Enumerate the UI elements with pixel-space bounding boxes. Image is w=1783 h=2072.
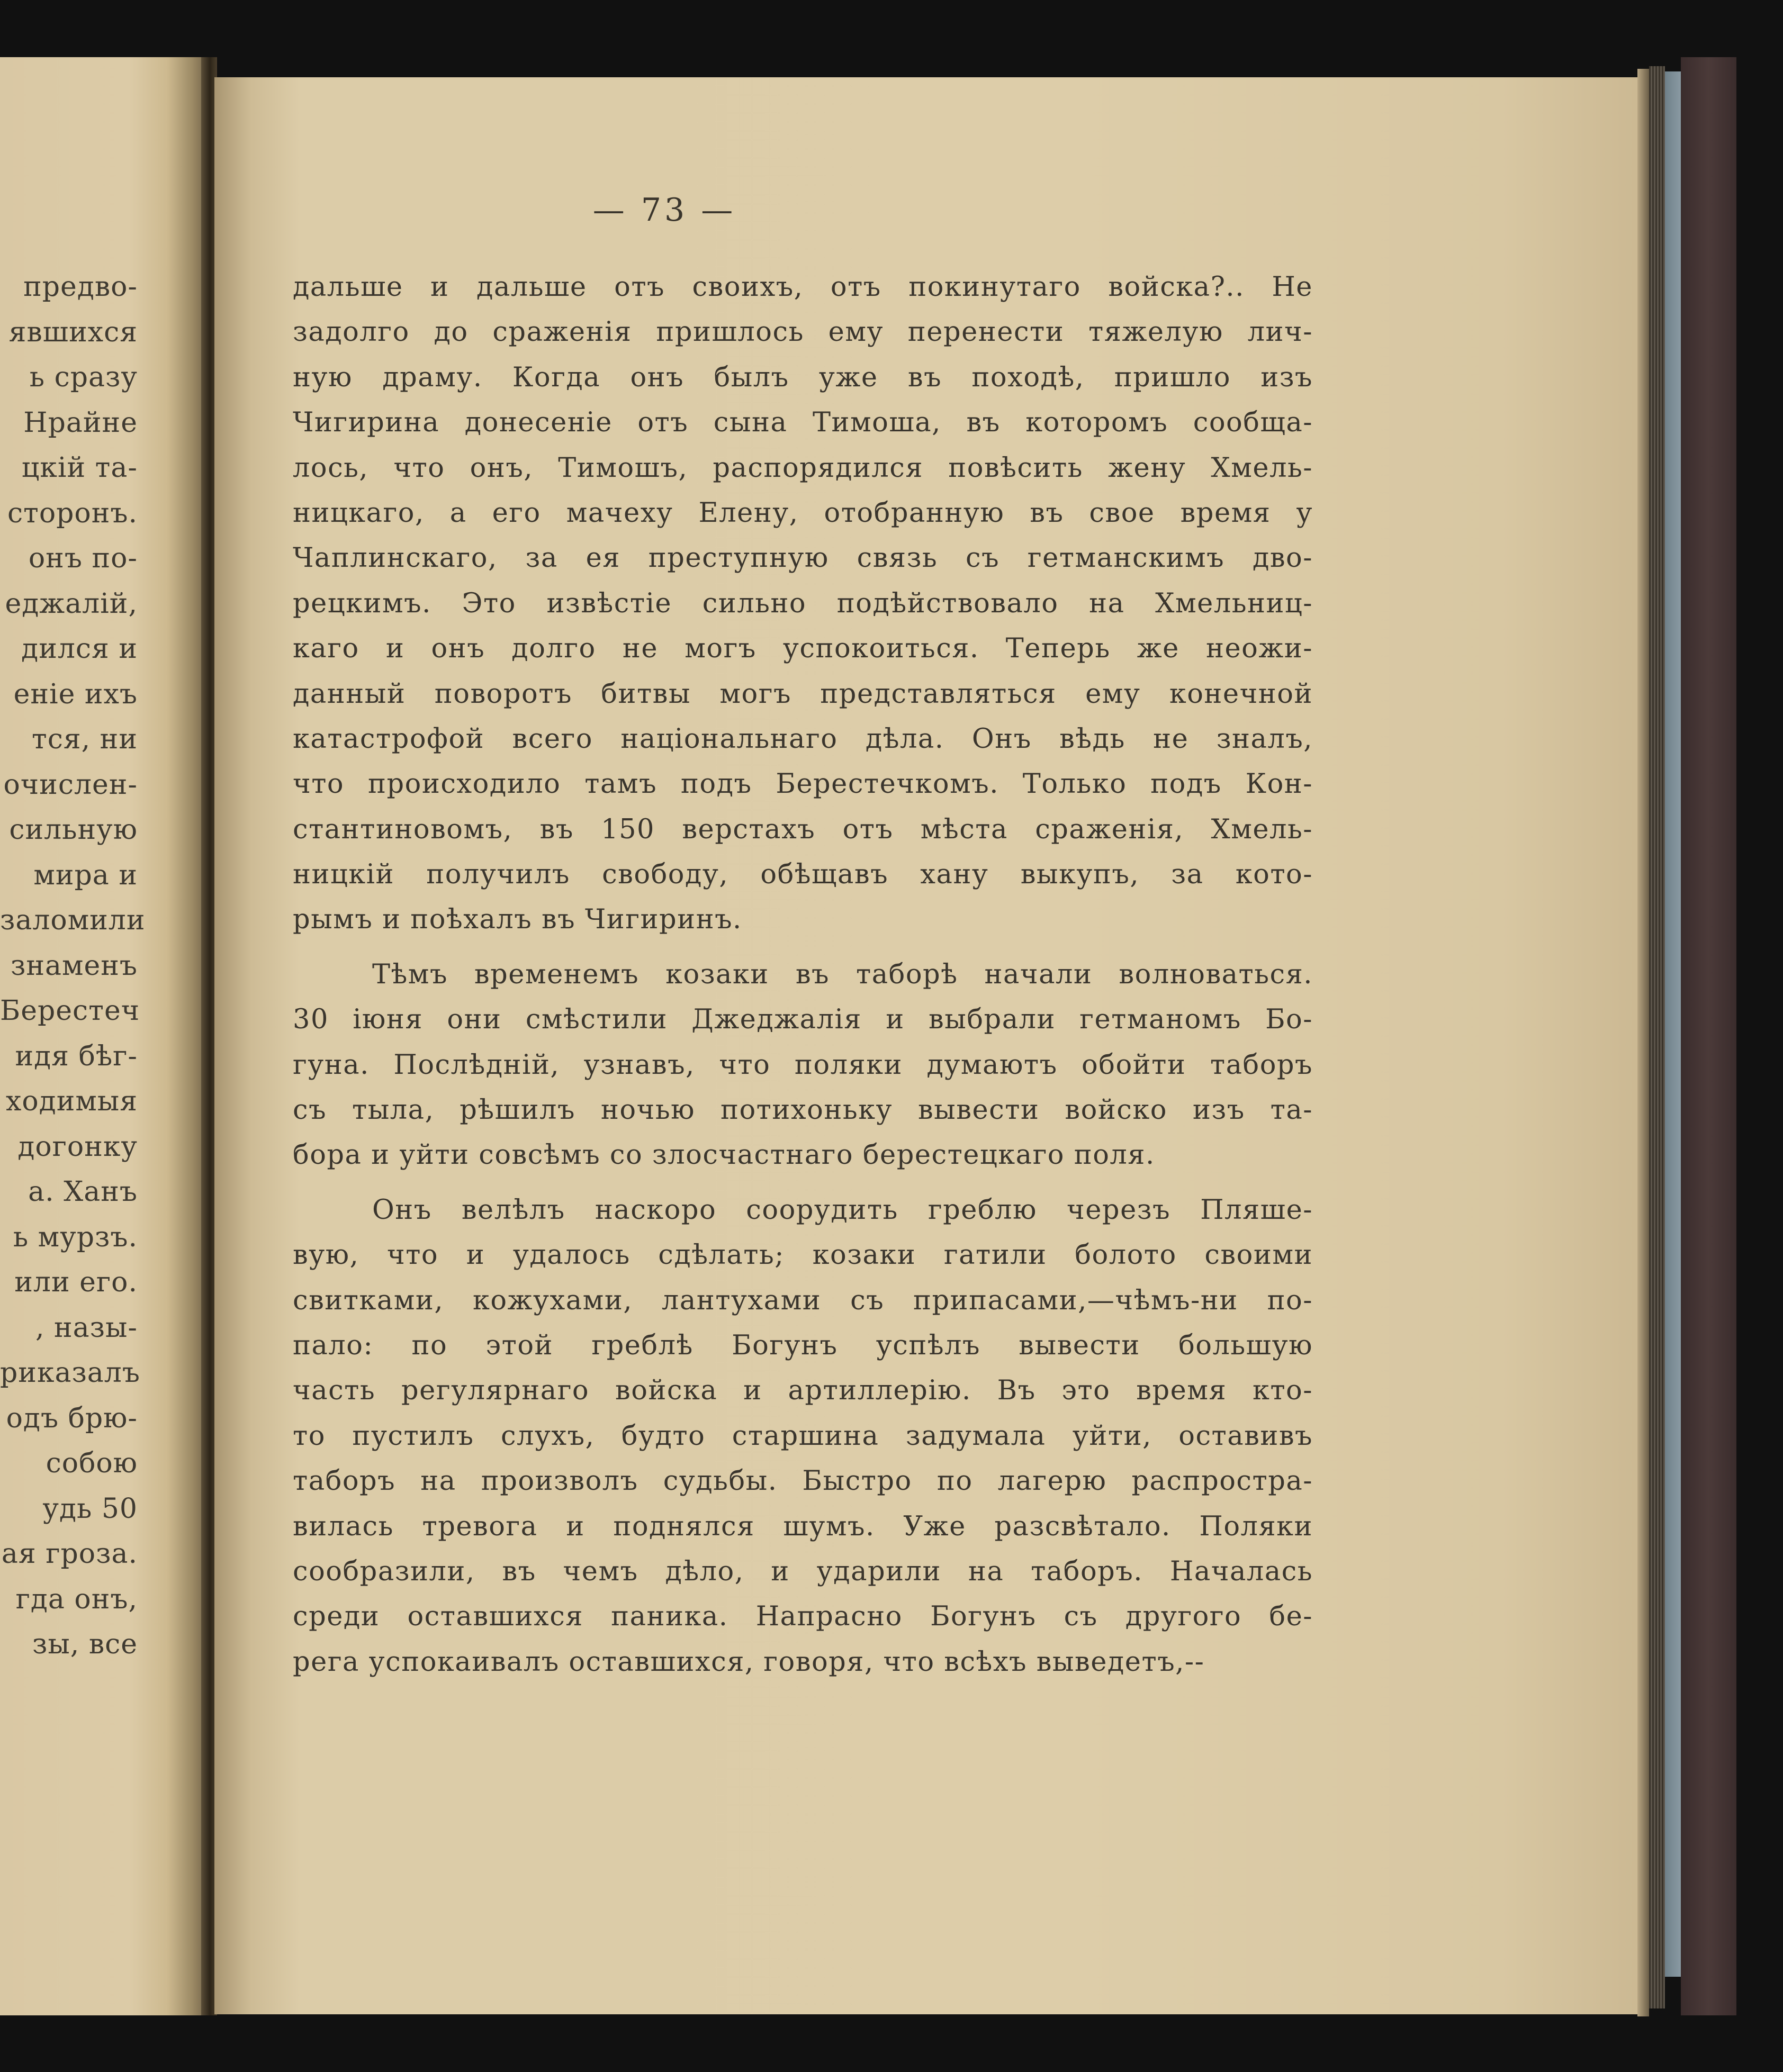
text-line: часть регулярнаго войска и артиллерію. Въ это время кто- (293, 1375, 1313, 1407)
page-number: — 73 — (592, 192, 736, 229)
facing-page-line: или его. (14, 1266, 138, 1298)
text-line: ницкій получилъ свободу, обѣщавъ хану выкупъ, за кото- (293, 859, 1313, 891)
text-line: каго и онъ долго не могъ успокоиться. Теперь же неожи- (293, 633, 1313, 665)
facing-page-text (0, 265, 146, 1668)
text-line: Чигирина донесеніе отъ сына Тимоша, въ которомъ сообща- (293, 407, 1313, 439)
text-line: дальше и дальше отъ своихъ, отъ покинутаго войска?.. Не (293, 272, 1313, 303)
text-line: задолго до сраженія пришлось ему перенести тяжелую лич- (293, 316, 1313, 348)
text-line: вую, что и удалось сдѣлать; козаки гатили болото своими (293, 1239, 1313, 1271)
facing-page-line: еніе ихъ (13, 678, 138, 710)
facing-page-line: мира и (33, 859, 138, 891)
facing-page-left (0, 57, 209, 2015)
facing-page-line: тся, ни (31, 723, 138, 755)
paragraph (293, 952, 1313, 1178)
text-line: ницкаго, а его мачеху Елену, отобранную въ свое время у (293, 497, 1313, 529)
facing-page-line: идя бѣг- (15, 1040, 138, 1072)
text-line: рецкимъ. Это извѣстіе сильно подѣйствовало на Хмельниц- (293, 587, 1313, 619)
facing-page-line: гда онъ, (15, 1583, 138, 1615)
text-line: бора и уйти совсѣмъ со злосчастнаго берестецкаго поля. (293, 1139, 1155, 1171)
text-line: Тѣмъ временемъ козаки въ таборѣ начали волноваться. (372, 958, 1313, 990)
facing-page-line: цкій та- (21, 452, 138, 484)
facing-page-line: , назы- (35, 1311, 138, 1344)
text-line: свитками, кожухами, лантухами съ припасами,—чѣмъ-ни по- (293, 1284, 1313, 1316)
text-line: среди оставшихся паника. Напрасно Богунъ съ другого бе- (293, 1601, 1313, 1633)
text-line: Онъ велѣлъ наскоро соорудить греблю черезъ Пляше- (372, 1194, 1313, 1226)
text-line: пало: по этой греблѣ Богунъ успѣлъ вывести большую (293, 1329, 1313, 1361)
facing-page-line: сильную (9, 814, 138, 846)
text-line: сообразили, въ чемъ дѣло, и ударили на таборъ. Началась (293, 1555, 1313, 1587)
page-stack-edge (1649, 66, 1665, 2008)
text-line: съ тыла, рѣшилъ ночью потихоньку вывести войско изъ та- (293, 1094, 1313, 1126)
facing-page-line: одъ брю- (6, 1402, 138, 1434)
facing-page-line: собою (46, 1447, 138, 1479)
text-line: рега успокаивалъ оставшихся, говоря, что всѣхъ выведетъ,-- (293, 1646, 1205, 1678)
text-line: 30 іюня они смѣстили Джеджалія и выбрали гетманомъ Бо- (293, 1004, 1313, 1036)
text-line: лось, что онъ, Тимошъ, распорядился повѣсить жену Хмель- (293, 452, 1313, 484)
text-line: ную драму. Когда онъ былъ уже въ походѣ, пришло изъ (293, 361, 1313, 393)
facing-page-line: а. Ханъ (28, 1176, 138, 1208)
text-line: катастрофой всего національнаго дѣла. Онъ вѣдь не зналъ, (293, 723, 1313, 755)
facing-page-line: очислен- (3, 768, 138, 801)
facing-page-line: ь мурзъ. (13, 1221, 138, 1253)
text-line: вилась тревога и поднялся шумъ. Уже разсвѣтало. Поляки (293, 1510, 1313, 1542)
page-stack-edge-blue (1665, 71, 1681, 1977)
page-body-text (293, 265, 1313, 1685)
facing-page-line: ая гроза. (1, 1538, 138, 1570)
facing-page-line: еджалій, (5, 587, 138, 620)
facing-page-line: предво- (23, 271, 138, 303)
text-line: то пустилъ слухъ, будто старшина задумала уйти, оставивъ (293, 1420, 1313, 1452)
facing-page-line: знаменъ (11, 949, 138, 982)
facing-page-line: догонку (17, 1130, 138, 1163)
facing-page-line: онъ по- (28, 542, 138, 574)
text-line: рымъ и поѣхалъ въ Чигиринъ. (293, 904, 742, 936)
facing-page-line: зы, все (32, 1628, 138, 1660)
text-line: гуна. Послѣдній, узнавъ, что поляки думаютъ обойти таборъ (293, 1049, 1313, 1081)
facing-page-line: удь 50 (42, 1492, 138, 1525)
facing-page-line: сторонъ. (7, 497, 138, 529)
facing-page-line: дился и (21, 633, 138, 665)
text-line: Чаплинскаго, за ея преступную связь съ гетманскимъ дво- (293, 542, 1313, 574)
facing-page-line: риказалъ (0, 1357, 140, 1389)
paragraph (293, 265, 1313, 943)
facing-page-line: явшихся (8, 316, 138, 348)
facing-page-line: заломили (0, 904, 146, 936)
paragraph (293, 1188, 1313, 1685)
facing-page-line: Берестеч (0, 995, 140, 1027)
book-page (214, 77, 1644, 2014)
text-line: что происходило тамъ подъ Берестечкомъ. Только подъ Кон- (293, 768, 1313, 800)
text-line: стантиновомъ, въ 150 верстахъ отъ мѣста сраженія, Хмель- (293, 813, 1313, 845)
text-line: данный поворотъ битвы могъ представляться ему конечной (293, 678, 1313, 710)
book-cover-edge (1681, 57, 1736, 2015)
facing-page-line: ходимыя (6, 1085, 138, 1117)
facing-page-line: Нрайне (23, 406, 138, 439)
facing-page-line: ь сразу (29, 361, 138, 393)
page-fore-edge (1637, 69, 1649, 2016)
text-line: таборъ на произволъ судьбы. Быстро по лагерю распростра- (293, 1465, 1313, 1497)
